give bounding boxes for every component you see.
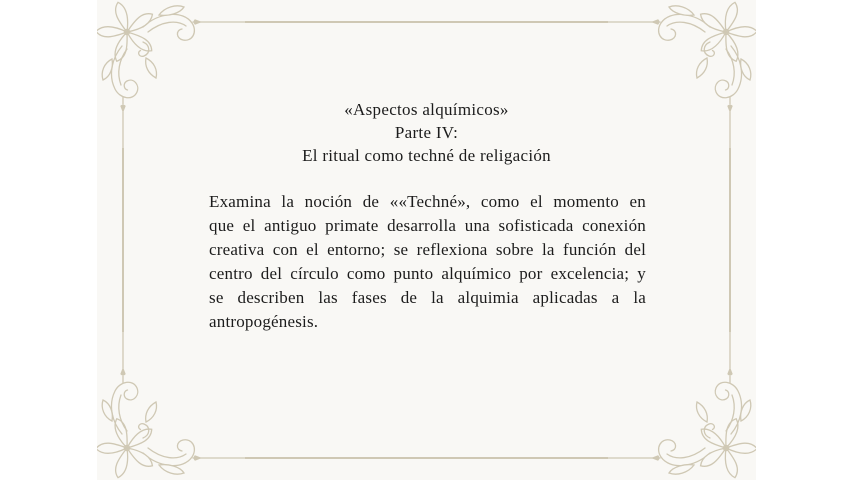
title-part: Parte IV: [394, 123, 459, 142]
body-line: antropogénesis. [209, 312, 319, 331]
floral-corner-bottom-right-icon [606, 330, 756, 480]
title-series: «Aspectos alquímicos» [344, 100, 509, 119]
title-subtitle: El ritual como techné de religación [302, 146, 551, 165]
body-line: se describen las fases de la alquimia aplicadas a la [209, 288, 646, 307]
frame-bottom-border [245, 457, 608, 458]
frame-left-border [122, 148, 123, 332]
floral-corner-bottom-left-icon [97, 330, 247, 480]
body-line: que el antiguo primate desarrolla una sofisticada conexión [209, 216, 646, 235]
frame-right-border [729, 148, 730, 332]
body-line: Examina la noción de ««Techné», como el momento en [209, 192, 646, 211]
frame-top-border [245, 21, 608, 22]
slide-title-block [97, 98, 756, 167]
body-line: creativa con el entorno; se reflexiona sobre la función del [209, 240, 646, 259]
slide [97, 0, 756, 480]
slide-body-paragraph [209, 190, 646, 334]
body-line: centro del círculo como punto alquímico por excelencia; y [209, 264, 646, 283]
